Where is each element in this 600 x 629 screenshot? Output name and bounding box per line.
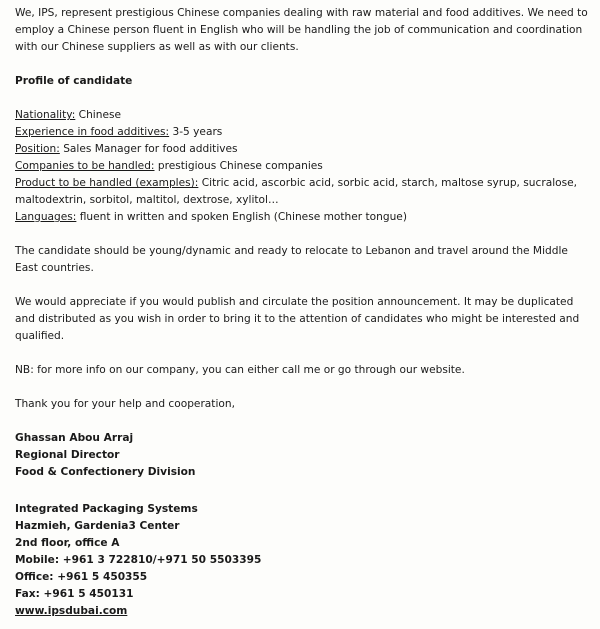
field-value: Citric acid, ascorbic acid, sorbic acid, starch, maltose syrup, sucralose, maltodextrin, sorbitol, maltitol, dextrose, xylitol… <box>15 177 578 206</box>
profile-companies <box>15 158 590 175</box>
appreciate-paragraph: We would appreciate if you would publish and circulate the position announcement. It may be duplicated and distributed as you wish in order to bring it to the attention of candidates who might be interested and qualified. <box>15 296 580 342</box>
candidate-paragraph: The candidate should be young/dynamic and ready to relocate to Lebanon and travel around the Middle East countries. <box>15 245 568 274</box>
field-label: Languages: <box>15 211 77 223</box>
field-label: Companies to be handled: <box>15 160 155 172</box>
field-label: Experience in food additives: <box>15 126 170 138</box>
field-value: Chinese <box>75 109 122 121</box>
signatory-division: Food & Confectionery Division <box>15 466 196 478</box>
profile-position <box>15 141 590 158</box>
field-label: Product to be handled (examples): <box>15 177 199 189</box>
thanks-line: Thank you for your help and cooperation, <box>15 398 235 410</box>
intro-paragraph: We, IPS, represent prestigious Chinese companies dealing with raw material and food additives. We need to employ a Chinese person fluent in English who will be handling the job of communication and coordination with our Chinese suppliers as well as with our clients. <box>15 7 588 53</box>
signatory-name: Ghassan Abou Arraj <box>15 432 134 444</box>
office-number: Office: +961 5 450355 <box>15 571 148 583</box>
profile-heading: Profile of candidate <box>15 75 133 87</box>
profile-experience <box>15 124 590 141</box>
signatory-title: Regional Director <box>15 449 120 461</box>
profile-nationality <box>15 107 590 124</box>
field-value: fluent in written and spoken English (Chinese mother tongue) <box>76 211 407 223</box>
company-floor: 2nd floor, office A <box>15 537 120 549</box>
address-block <box>15 501 590 620</box>
field-label: Position: <box>15 143 60 155</box>
mobile-number: Mobile: +961 3 722810/+971 50 5503395 <box>15 554 262 566</box>
signature-block <box>15 430 590 481</box>
field-value: 3-5 years <box>169 126 223 138</box>
profile-products <box>15 175 590 209</box>
fax-number: Fax: +961 5 450131 <box>15 588 134 600</box>
company-location: Hazmieh, Gardenia3 Center <box>15 520 180 532</box>
profile-languages <box>15 209 590 226</box>
nb-paragraph: NB: for more info on our company, you can either call me or go through our website. <box>15 364 465 376</box>
letter-body <box>15 5 590 620</box>
field-label: Nationality: <box>15 109 76 121</box>
website-link[interactable]: www.ipsdubai.com <box>15 605 128 617</box>
profile-list <box>15 107 590 226</box>
field-value: Sales Manager for food additives <box>59 143 238 155</box>
field-value: prestigious Chinese companies <box>154 160 323 172</box>
company-name: Integrated Packaging Systems <box>15 503 198 515</box>
